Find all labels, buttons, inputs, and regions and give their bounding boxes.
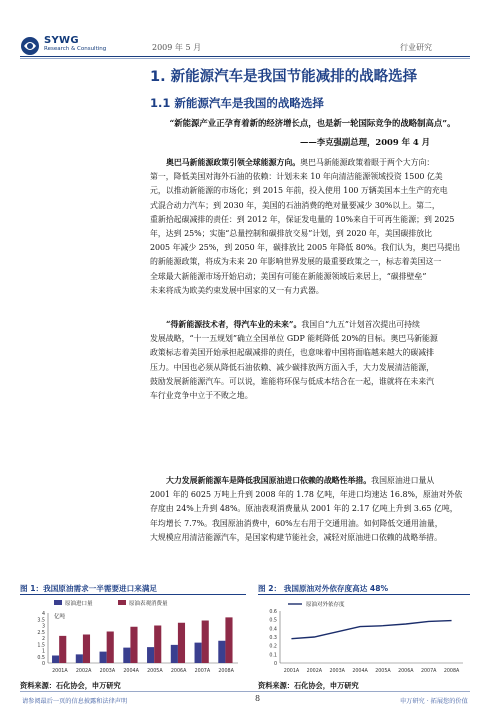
subsection-title: 1.1 新能源汽车是我国的战略选择 <box>150 96 324 110</box>
y-tick-label: 0.5 <box>269 618 277 624</box>
paragraph-new-energy-tech <box>150 318 475 403</box>
x-tick-label: 2002A <box>306 669 323 674</box>
header-divider <box>20 56 470 57</box>
paragraph-line: 存度由 24%上升到 48%。原油表观消费量从 2001 年的 2.17 亿吨上升到 3.65 亿吨， <box>150 504 458 514</box>
report-date: 2009 年 5 月 <box>152 43 202 52</box>
logo-subtitle: Research & Consulting <box>44 46 107 52</box>
paragraph-line: 的新能源政策，将成为未来 20 年影响世界发展的最重要政策之一，标志着美国这一 <box>150 257 442 267</box>
y-tick-label: 0 <box>273 662 277 667</box>
paragraph-line: 鼓励发展新能源汽车。可以说，谁能将环保与低成本结合在一起，谁就将在未来汽 <box>150 376 435 386</box>
paragraph-line: 2001 年的 6025 万吨上升到 2008 年的 1.78 亿吨，年进口均速达 16.8%，原油对外依 <box>150 490 463 500</box>
bar <box>195 643 202 663</box>
bar <box>171 645 178 663</box>
section-title: 1. 新能源汽车是我国节能减排的战略选择 <box>150 69 418 85</box>
paragraph-line: 未来将成为欧美约束发展中国家的又一有力武器。 <box>150 285 324 295</box>
bar <box>178 623 185 663</box>
y-tick-label: 1 <box>41 649 45 655</box>
paragraph-oil-import <box>150 474 475 545</box>
y-tick-label: 3.5 <box>37 618 45 624</box>
footer-disclaimer: 请参阅最后一页的信息披露和法律声明 <box>22 698 128 705</box>
bar <box>107 632 114 664</box>
x-tick-label: 2007A <box>194 669 211 674</box>
y-tick-label: 0.4 <box>269 627 277 633</box>
paragraph-lead: 大力发展新能源车是降低我国原油进口依赖的战略性举措。 <box>166 476 372 485</box>
paragraph-line: 我国原油进口量从 <box>371 476 435 485</box>
bar <box>83 635 90 664</box>
bar <box>225 617 232 663</box>
x-tick-label: 2005A <box>375 669 391 674</box>
y-tick-label: 2.5 <box>37 630 45 636</box>
paragraph-line: 重新拾起碳减排的责任：到 2012 年，保证发电量的 10%来自于可再生能源；到 2025 <box>150 214 455 224</box>
bar <box>218 641 225 663</box>
paragraph-line: 年均增长 7.7%。我国原油消费中，60%左右用于交通用油。如何降低交通用油量， <box>150 518 443 528</box>
legend-label: 原油进口量 <box>65 601 93 607</box>
x-tick-label: 2001A <box>52 669 68 674</box>
paragraph-line: 我国自“九五”计划首次提出可持续 <box>301 320 420 329</box>
page-number: 8 <box>255 694 261 703</box>
bar <box>76 654 83 663</box>
paragraph-line: 2005 年减少 25%，到 2050 年，碳排放比 2005 年降低 80%。我们认为，奥巴马提出 <box>150 243 461 253</box>
y-tick-label: 0.3 <box>269 636 277 641</box>
paragraph-line: 大规模应用清洁能源汽车，是国家构建节能社会，减轻对原油进口依赖的战略举措。 <box>150 532 442 542</box>
series-line <box>291 621 451 639</box>
y-tick-label: 2 <box>41 637 45 642</box>
figure2-chart <box>258 597 470 679</box>
paragraph-line: 全球最大新能源市场开始启动；美国有可能在新能源领域后来居上，“碳排壁垒” <box>150 271 427 281</box>
y-tick-label: 0.2 <box>269 644 277 650</box>
x-tick-label: 2008A <box>218 669 234 674</box>
footer-slogan: 申万研究 · 拓展您的价值 <box>400 698 468 705</box>
paragraph-line: 年，达到 25%；实施“总量控制和碳排放交易”计划，到 2020 年，美国碳排放比 <box>150 229 433 239</box>
bar <box>100 652 107 663</box>
paragraph-line: 车行业竞争中立于不败之地。 <box>150 391 253 401</box>
paragraph-line: 第一，降低美国对海外石油的依赖：计划未来 10 年向清洁能源领域投资 1500 亿美 <box>150 172 443 182</box>
legend-label: 原油对外依存度 <box>306 602 345 608</box>
x-tick-label: 2004A <box>352 669 368 674</box>
figure1-rule <box>20 594 246 595</box>
bar <box>52 656 59 664</box>
paragraph-line: 发展战略，“十一五规划”确立全国单位 GDP 能耗降低 20%的目标。奥巴马新能源 <box>150 334 438 344</box>
quote: “新能源产业正孕育着新的经济增长点，也是新一轮国际竞争的战略制高点”。 <box>169 118 456 128</box>
bar <box>59 636 66 663</box>
x-tick-label: 2006A <box>398 669 414 674</box>
legend-swatch <box>118 600 126 605</box>
figure2-title: 图 2： 我国原油对外依存度高达 48% <box>258 584 389 593</box>
x-tick-label: 2004A <box>123 669 139 674</box>
header-divider-thin <box>20 58 470 59</box>
logo-name: SYWG <box>44 35 79 46</box>
figure2-rule <box>258 594 470 595</box>
legend-label: 原油表观消费量 <box>129 601 168 607</box>
x-tick-label: 2007A <box>420 669 437 674</box>
x-tick-label: 2003A <box>329 669 345 674</box>
y-axis-label: 亿吨 <box>54 614 66 620</box>
paragraph-line: 压力。中国也必须从降低石油依赖、减少碳排放两方面入手，大力发展清洁能源， <box>150 362 435 372</box>
figure1-chart <box>20 597 246 679</box>
paragraph-line: 式混合动力汽车；到 2030 年，美国的石油消费的绝对量要减少 30%以上。第二， <box>150 200 440 210</box>
y-tick-label: 0.1 <box>269 653 277 659</box>
legend-swatch <box>54 600 62 605</box>
y-tick-label: 4 <box>41 612 45 617</box>
sywg-logo-icon <box>20 36 40 56</box>
figure1-title: 图 1：我国原油需求一半需要进口来满足 <box>20 584 158 593</box>
paragraph-lead: 奥巴马新能源政策引领全球能源方向。 <box>166 158 301 167</box>
bar <box>202 621 209 664</box>
x-tick-label: 2001A <box>283 669 300 674</box>
y-tick-label: 1.5 <box>37 643 45 649</box>
paragraph-line: 元，以推动新能源的市场化；到 2015 年前，投入使用 100 万辆美国本土生产的充电 <box>150 186 448 196</box>
x-tick-label: 2003A <box>99 669 116 674</box>
y-tick-label: 0.5 <box>37 655 45 661</box>
x-tick-label: 2006A <box>170 669 187 674</box>
quote-attribution: ——李克强副总理，2009 年 4 月 <box>300 137 431 147</box>
bar <box>154 626 161 664</box>
report-category: 行业研究 <box>400 43 432 52</box>
y-tick-label: 3 <box>41 624 45 630</box>
x-tick-label: 2008A <box>443 669 460 674</box>
y-tick-label: 0.6 <box>269 610 277 615</box>
paragraph-line: 奥巴马新能源政策着眼于两个大方向： <box>300 158 435 167</box>
bar <box>130 627 137 663</box>
bar <box>147 647 154 663</box>
x-tick-label: 2002A <box>75 669 92 674</box>
footer-divider <box>20 691 470 692</box>
paragraph-lead: “得新能源技术者，得汽车业的未来”。 <box>166 320 302 329</box>
bar <box>123 648 130 663</box>
figure2-source: 资料来源：石化协会，申万研究 <box>258 681 359 690</box>
x-tick-label: 2005A <box>147 669 163 674</box>
paragraph-line: 政策标志着美国开始承担起碳减排的责任，也意味着中国将面临越来越大的碳减排 <box>150 348 435 358</box>
figure1-source: 资料来源：石化协会，申万研究 <box>20 681 121 690</box>
paragraph-obama-policy <box>150 156 475 298</box>
y-tick-label: 0 <box>41 662 45 667</box>
